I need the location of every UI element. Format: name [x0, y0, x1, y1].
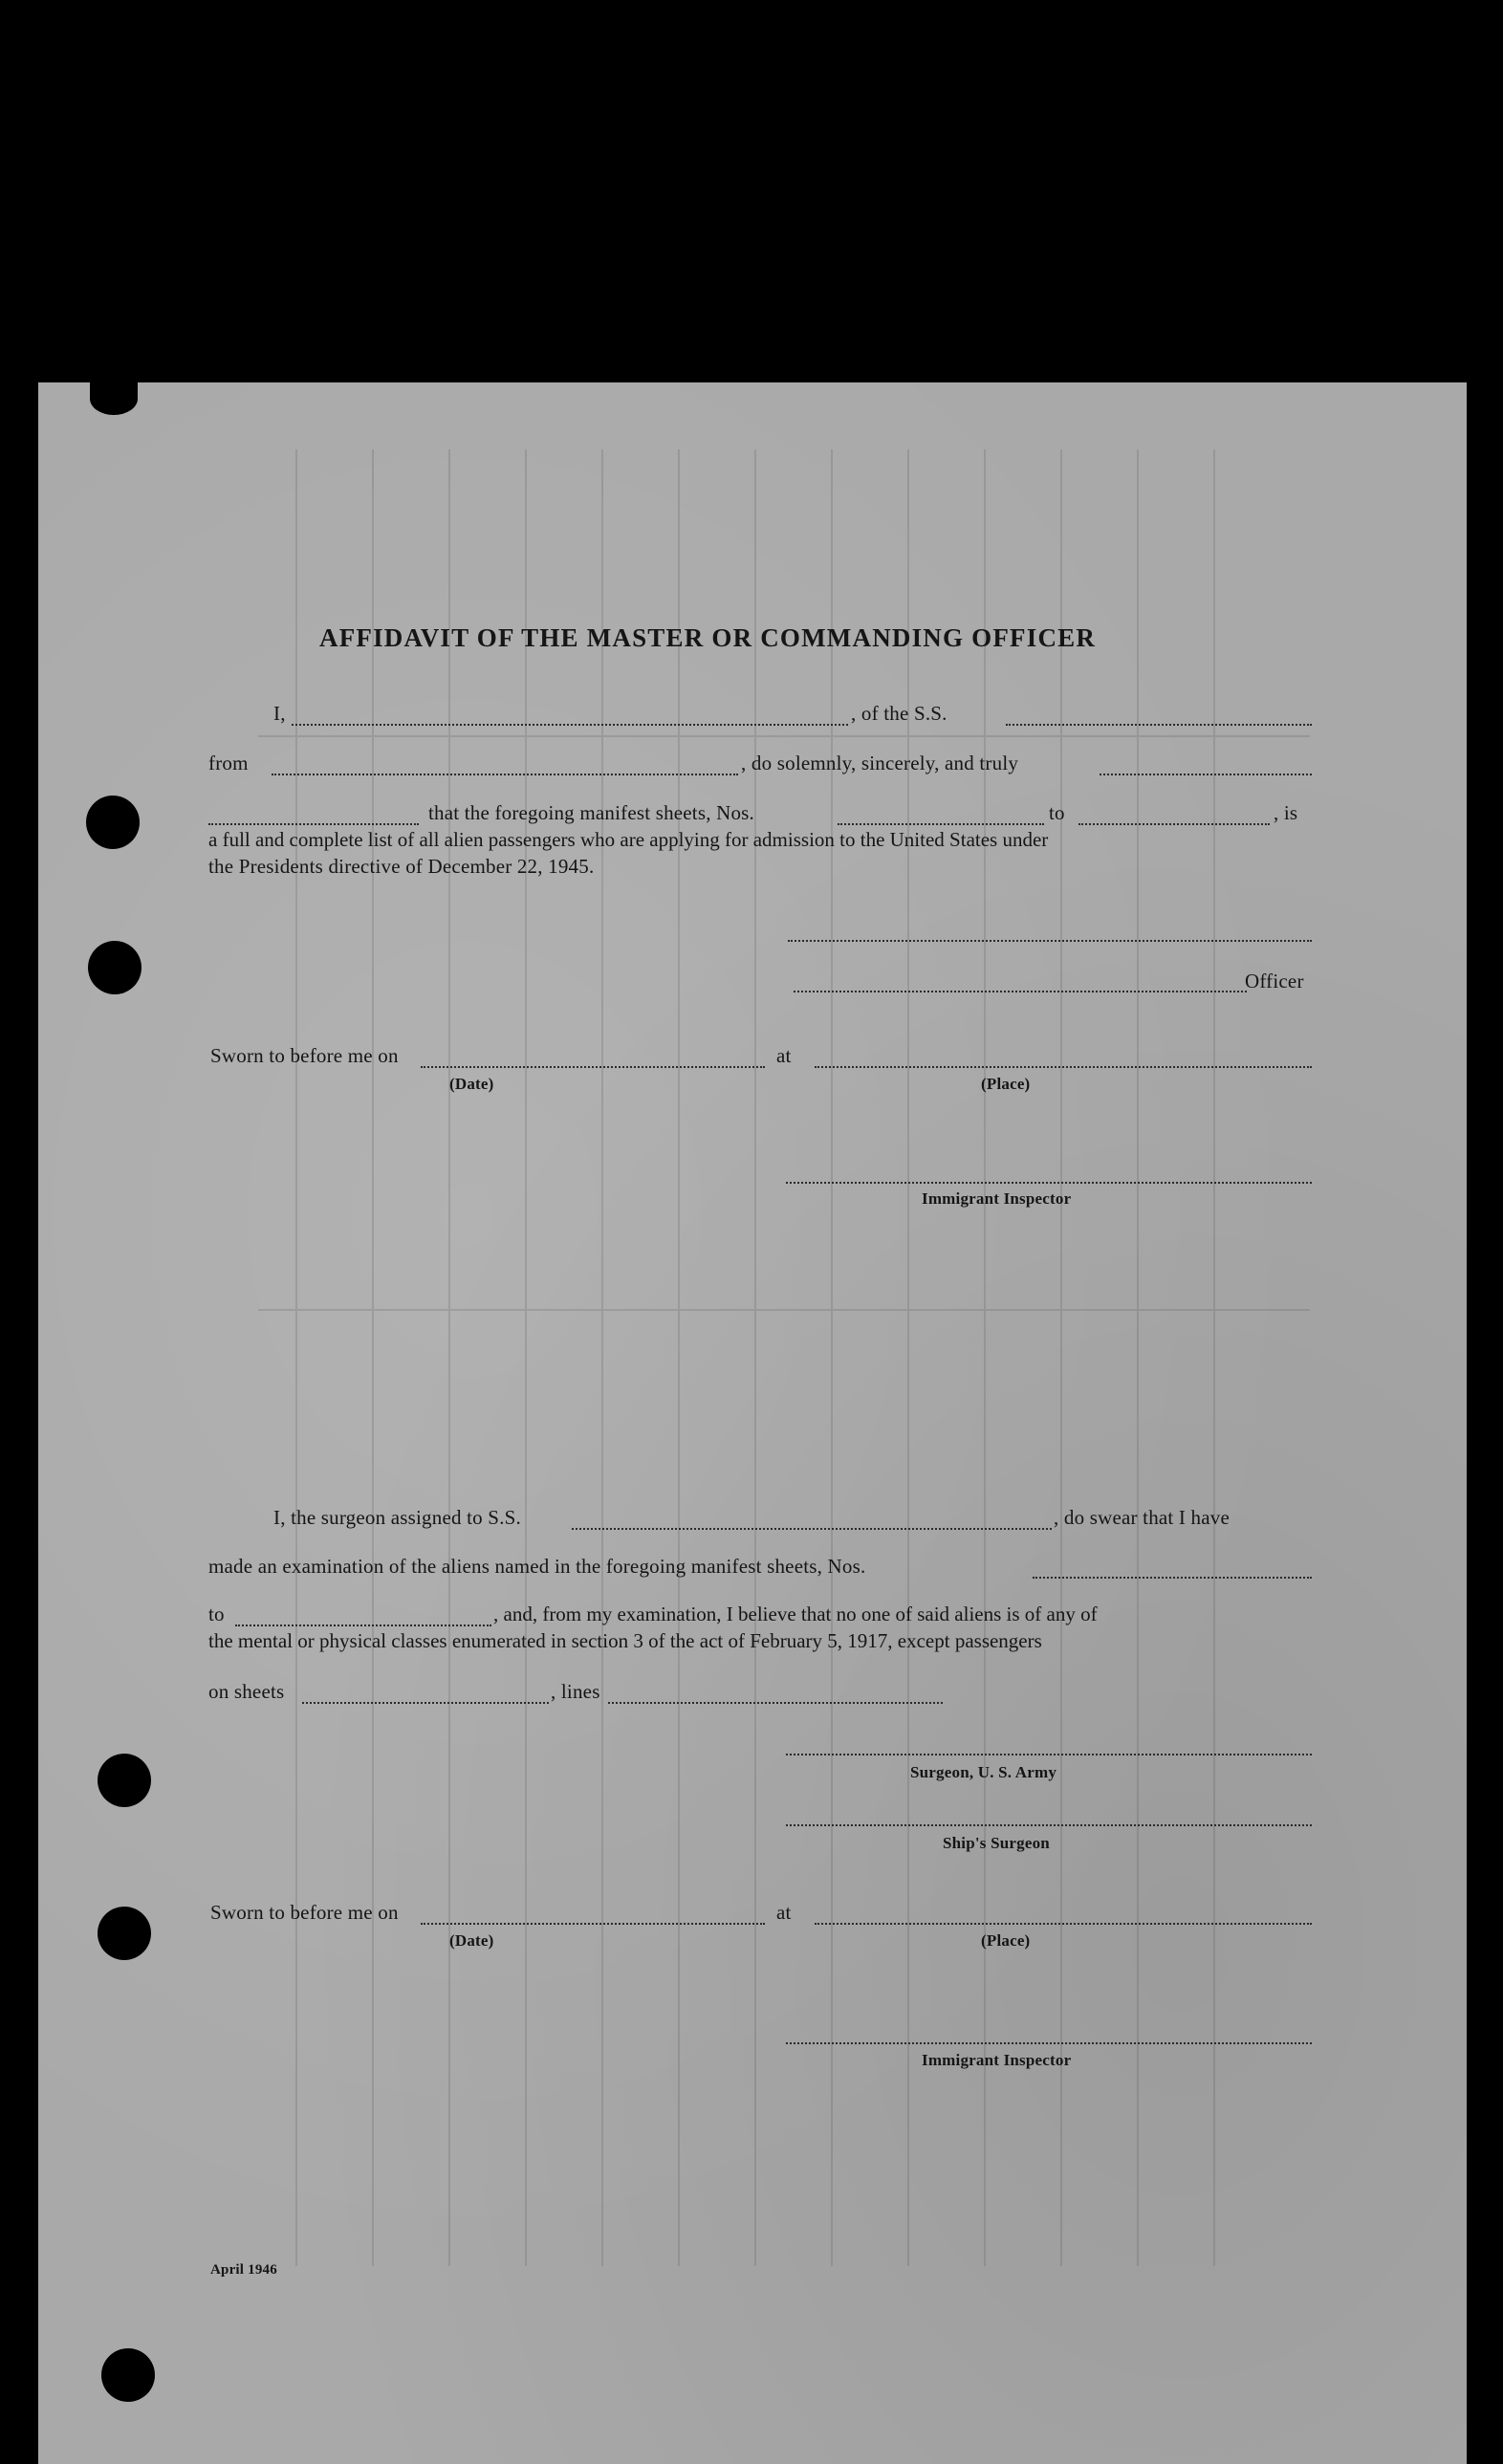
master-signature-field[interactable] [788, 940, 1312, 942]
from-port-field[interactable] [272, 774, 738, 775]
affidavit-line1-start: I, [273, 702, 286, 725]
master-sworn-date-field[interactable] [421, 1066, 765, 1068]
affidavit-line5: the Presidents directive of December 22, 1945. [208, 855, 595, 878]
officer-label: Officer [1245, 970, 1304, 992]
sheets-to-field[interactable] [1078, 823, 1270, 825]
surgeon-date-caption: (Date) [449, 1931, 494, 1950]
surgeon-ship-field[interactable] [572, 1528, 1052, 1530]
affidavit-line4: a full and complete list of all alien passengers who are applying for admission to the United States under [208, 828, 1049, 851]
surgeon-line5-start: on sheets [208, 1680, 285, 1703]
surgeon-sheets-to-field[interactable] [235, 1624, 491, 1626]
surgeon-line3-start: to [208, 1603, 225, 1625]
affidavit-line3-to: to [1049, 801, 1065, 824]
ship-surgeon-signature-field[interactable] [786, 1824, 1312, 1826]
master-place-caption: (Place) [981, 1075, 1031, 1093]
surgeon-sworn-label: Sworn to before me on [210, 1901, 399, 1924]
surgeon-line1-start: I, the surgeon assigned to S.S. [273, 1506, 521, 1529]
army-surgeon-label: Surgeon, U. S. Army [910, 1763, 1057, 1781]
master-inspector-signature-field[interactable] [786, 1182, 1312, 1184]
master-sworn-label: Sworn to before me on [210, 1044, 399, 1067]
surgeon-line2: made an examination of the aliens named in the foregoing manifest sheets, Nos. [208, 1555, 866, 1578]
surgeon-inspector-signature-field[interactable] [786, 2042, 1312, 2044]
master-sworn-place-field[interactable] [815, 1066, 1312, 1068]
surgeon-line3-rest: , and, from my examination, I believe that no one of said aliens is of any of [493, 1603, 1098, 1625]
document-sheet [38, 382, 1467, 2464]
oath-type-field[interactable] [1100, 774, 1312, 775]
officer-signature-field[interactable] [794, 991, 1247, 992]
affidavit-title: AFFIDAVIT OF THE MASTER OR COMMANDING OFFICER [319, 623, 1097, 652]
punch-hole [98, 1754, 151, 1807]
master-name-field[interactable] [292, 724, 848, 726]
ship-surgeon-label: Ship's Surgeon [943, 1834, 1050, 1852]
master-at-label: at [776, 1044, 792, 1067]
affidavit-line1-mid: , of the S.S. [851, 702, 948, 725]
punch-hole [86, 796, 140, 849]
surgeon-inspector-label: Immigrant Inspector [922, 2051, 1072, 2069]
master-date-caption: (Date) [449, 1075, 494, 1093]
master-inspector-label: Immigrant Inspector [922, 1189, 1072, 1208]
punch-hole [88, 941, 142, 994]
surgeon-place-caption: (Place) [981, 1931, 1031, 1950]
surgeon-sheets-from-field[interactable] [1033, 1577, 1312, 1579]
army-surgeon-signature-field[interactable] [786, 1754, 1312, 1755]
bleed-through-texture [258, 449, 1310, 2266]
surgeon-line4: the mental or physical classes enumerated in section 3 of the act of February 5, 1917, except passengers [208, 1629, 1042, 1652]
affidavit-line2-start: from [208, 752, 249, 774]
sheets-from-field[interactable] [838, 823, 1044, 825]
surgeon-except-sheets-field[interactable] [302, 1702, 549, 1704]
form-date: April 1946 [210, 2262, 277, 2278]
affidavit-line3-mid: that the foregoing manifest sheets, Nos. [428, 801, 755, 824]
surgeon-sworn-date-field[interactable] [421, 1923, 765, 1925]
surgeon-except-lines-field[interactable] [608, 1702, 943, 1704]
affidavit-line3-end: , is [1274, 801, 1298, 824]
oath-verb-field[interactable] [208, 823, 419, 825]
punch-hole [90, 382, 138, 415]
affidavit-line2-mid: , do solemnly, sincerely, and truly [741, 752, 1019, 774]
surgeon-sworn-place-field[interactable] [815, 1923, 1312, 1925]
surgeon-at-label: at [776, 1901, 792, 1924]
ship-name-field[interactable] [1006, 724, 1312, 726]
surgeon-line5-mid: , lines [551, 1680, 600, 1703]
surgeon-line1-end: , do swear that I have [1054, 1506, 1230, 1529]
punch-hole [98, 1907, 151, 1960]
punch-hole [101, 2348, 155, 2402]
